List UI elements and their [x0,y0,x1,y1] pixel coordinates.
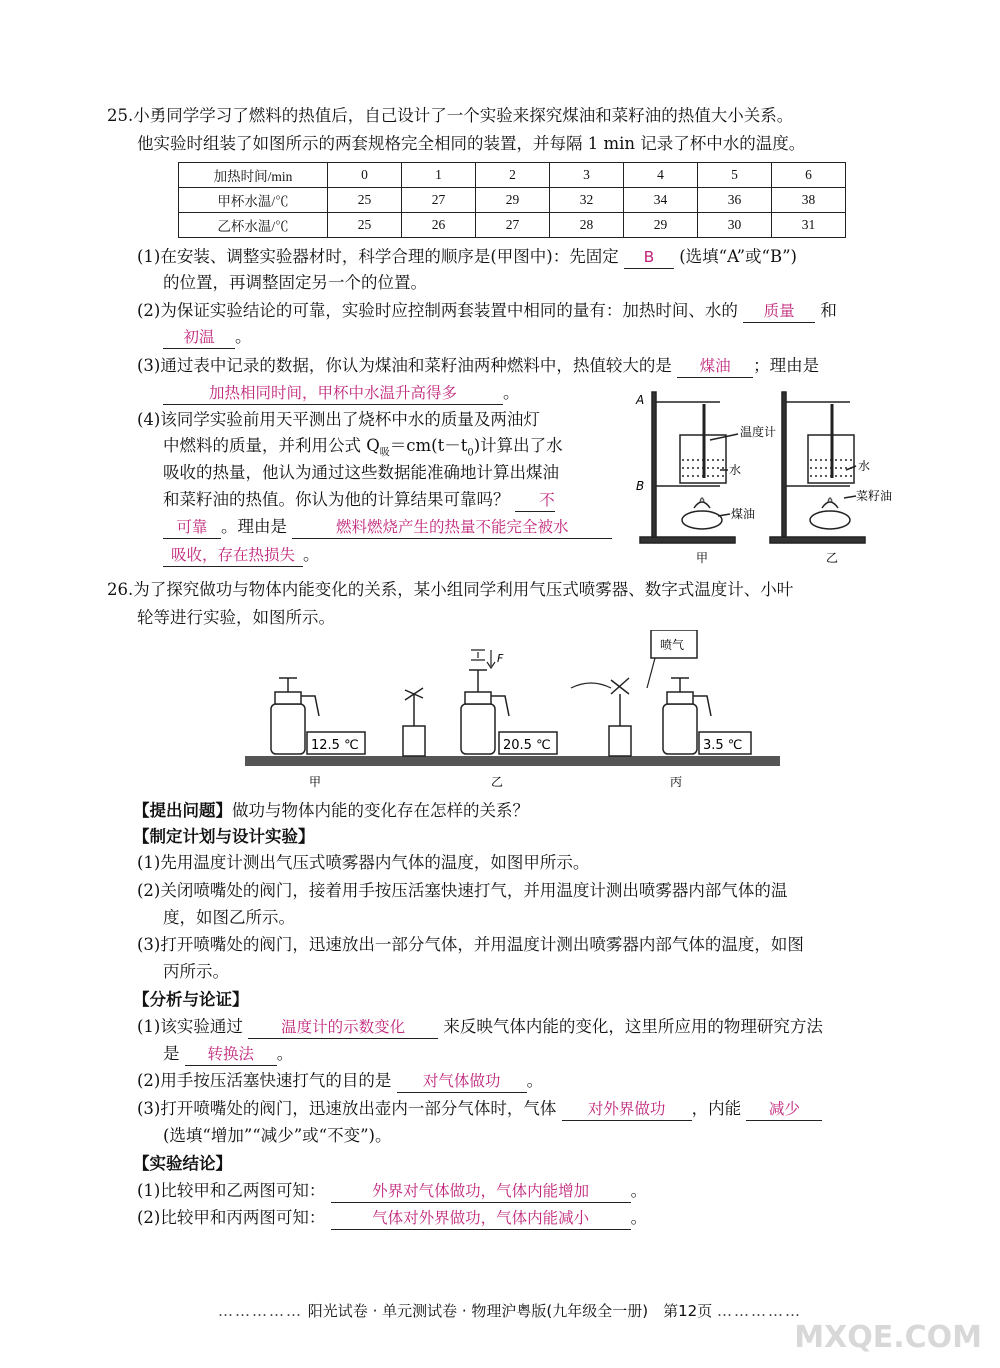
analysis-item2 [137,1068,543,1094]
analysis3-text: (3)打开喷嘴处的阀门，迅速放出壶内一部分气体时，气体 [137,1099,557,1118]
table-cell: 5 [698,163,772,188]
label-A: A [636,393,645,407]
q25-part2-end: 。 [235,327,252,346]
analysis2-answer: 对气体做功 [397,1070,527,1093]
figure-label-yi: 乙 [826,551,839,565]
q25-part3-reason-label: ；理由是 [753,356,820,375]
section-title-question: 【提出问题】 [133,801,232,820]
q25-part1-line1 [137,244,797,270]
q25-part4-end: 。 [303,545,320,564]
conclusion-item2 [137,1205,647,1231]
analysis3-answer2: 减少 [746,1098,822,1121]
q25-temperature-table [178,162,846,238]
table-cell: 26 [402,213,476,238]
analysis2-end: 。 [526,1071,544,1090]
table-cell: 乙杯水温/℃ [179,213,328,238]
q25-part4-question: 和菜籽油的热值。你认为他的计算结果可靠吗？ [163,490,510,509]
spray-label: 喷气 [660,638,685,652]
q25-part4-answer1b: 可靠 [163,516,221,539]
plan-step2-line1: (2)关闭喷嘴处的阀门，接着用手按压活塞快速打气，并用温度计测出喷雾器内部气体的温 [137,881,788,900]
conclusion2-end: 。 [630,1208,648,1227]
temp-display-jia: 12.5 ℃ [311,738,359,753]
q25-part1-answer: B [624,246,674,269]
heating-apparatus-figure [630,390,900,568]
table-header-row [179,163,846,188]
q25-part3-line2 [163,380,520,406]
figure-label-jia: 甲 [309,775,322,789]
q26-intro-line2: 轮等进行实验，如图所示。 [137,608,335,627]
conclusion-item1 [137,1178,647,1204]
analysis-item3-line1 [137,1096,822,1122]
table-cell: 加热时间/min [179,163,328,188]
q25-intro-line2: 他实验时组装了如图所示的两套规格完全相同的装置，并每隔 1 min 记录了杯中水的温度。 [137,134,806,153]
table-cell: 29 [624,213,698,238]
analysis1-end: 。 [276,1044,294,1063]
q25-part4-line5 [163,514,612,540]
table-cell: 27 [476,213,550,238]
analysis-item1-line2 [163,1041,293,1067]
q25-part4-line4 [163,487,555,513]
q25-part3-answer2: 加热相同时间，甲杯中水温升高得多 [163,382,503,405]
q25-part3-answer1: 煤油 [677,355,753,378]
q25-part4-answer2b: 吸收，存在热损失 [163,544,303,567]
q25-part2-answer1: 质量 [743,300,815,323]
page-footer: …………… 阳光试卷 · 单元测试卷 · 物理沪粤版(九年级全一册) 第12页 …………… [218,1302,802,1320]
q25-part3-end: 。 [503,383,520,402]
q25-part4-line6 [163,542,320,568]
formula-text2: ＝cm(t－t [389,436,468,455]
figure-label-yi: 乙 [491,775,504,789]
table-cell: 28 [550,213,624,238]
q26-question-section [133,798,529,824]
q25-part3-line1 [137,353,819,379]
q25-part3-text: (3)通过表中记录的数据，你认为煤油和菜籽油两种燃料中，热值较大的是 [137,356,672,375]
watermark-logo: MXQE.COM [794,1320,982,1355]
rapeseed-oil-label: 菜籽油 [856,489,893,503]
conclusion1-text: (1)比较甲和乙两图可知： [137,1181,326,1200]
table-cell: 0 [328,163,402,188]
analysis3-answer1: 对外界做功 [562,1098,692,1121]
table-cell: 3 [550,163,624,188]
q25-part4-line1: (4)该同学实验前用天平测出了烧杯中水的质量及两油灯 [137,410,540,429]
q25-part2-line2 [163,324,252,350]
table-cell: 32 [550,188,624,213]
q25-part2-and: 和 [820,301,837,320]
temp-display-yi: 20.5 ℃ [503,738,551,753]
analysis1-answer1: 温度计的示数变化 [248,1016,438,1039]
table-row [179,213,846,238]
analysis1-answer2: 转换法 [185,1043,277,1066]
footer-text: 阳光试卷 · 单元测试卷 · 物理沪粤版(九年级全一册) 第12页 [307,1302,713,1320]
table-cell: 25 [328,213,402,238]
section-title-conclusion: 【实验结论】 [133,1154,232,1173]
table-cell: 25 [328,188,402,213]
formula-text3: )计算出了水 [473,436,563,455]
table-cell: 27 [402,188,476,213]
table-cell: 34 [624,188,698,213]
q25-part1-hint: (选填“A”或“B”) [679,247,797,266]
q25-part4-answer1a: 不 [515,489,555,512]
conclusion2-answer: 气体对外界做功，气体内能减小 [331,1207,631,1230]
analysis3-text2: ，内能 [691,1099,742,1118]
formula-text: 中燃料的质量，并利用公式 Q [163,436,380,455]
plan-step1: (1)先用温度计测出气压式喷雾器内气体的温度，如图甲所示。 [137,853,590,872]
table-cell: 1 [402,163,476,188]
analysis2-text: (2)用手按压活塞快速打气的目的是 [137,1071,392,1090]
conclusion2-text: (2)比较甲和丙两图可知： [137,1208,326,1227]
table-cell: 29 [476,188,550,213]
table-cell: 4 [624,163,698,188]
table-cell: 6 [772,163,846,188]
figure-label-jia: 甲 [696,551,709,565]
question-text: 做功与物体内能的变化存在怎样的关系？ [232,801,529,820]
table-cell: 2 [476,163,550,188]
water-label-yi: 水 [858,459,871,473]
plan-step3-line2: 丙所示。 [163,962,229,981]
q25-intro-line1: 25.小勇同学学习了燃料的热值后，自己设计了一个实验来探究煤油和菜籽油的热值大小关系。 [107,106,794,125]
q25-part2-line1 [137,298,837,324]
label-B: B [636,479,645,493]
plan-step3-line1: (3)打开喷嘴处的阀门，迅速放出一部分气体，并用温度计测出喷雾器内部气体的温度，如图 [137,935,804,954]
formula-sub: 吸 [379,447,390,459]
table-cell: 38 [772,188,846,213]
q26-intro-line1: 26.为了探究做功与物体内能变化的关系，某小组同学利用气压式喷雾器、数字式温度计、小叶 [107,580,794,599]
table-cell: 36 [698,188,772,213]
analysis-item3-line2: (选填“增加”“减少”或“不变”)。 [163,1126,392,1145]
q25-part4-line3: 吸收的热量，他认为通过这些数据能准确地计算出煤油 [163,463,559,482]
q25-part2-text: (2)为保证实验结论的可靠，实验时应控制两套装置中相同的量有：加热时间、水的 [137,301,738,320]
table-cell: 甲杯水温/℃ [179,188,328,213]
analysis1-text3: 是 [163,1044,180,1063]
analysis1-text: (1)该实验通过 [137,1017,243,1036]
q25-part1-text: (1)在安装、调整实验器材时，科学合理的顺序是(甲图中)：先固定 [137,247,619,266]
table-cell: 31 [772,213,846,238]
analysis-item1-line1 [137,1014,823,1040]
q25-part2-answer2: 初温 [163,326,235,349]
water-label-jia: 水 [729,463,742,477]
sprayer-experiment-figure [245,630,785,790]
kerosene-label: 煤油 [731,507,756,521]
analysis1-text2: 来反映气体内能的变化，这里所应用的物理研究方法 [443,1017,823,1036]
plan-step2-line2: 度，如图乙所示。 [163,908,295,927]
temp-display-bing: 3.5 ℃ [703,738,743,753]
thermometer-label: 温度计 [740,425,777,439]
conclusion1-answer: 外界对气体做功，气体内能增加 [331,1180,631,1203]
formula-sub2: 0 [467,447,474,459]
section-title-plan: 【制定计划与设计实验】 [133,827,315,846]
section-title-analysis: 【分析与论证】 [133,990,249,1009]
q25-part1-line2: 的位置，再调整固定另一个的位置。 [163,273,427,292]
table-row [179,188,846,213]
force-label: F [497,652,504,665]
q25-part4-reason-label: 。理由是 [221,517,287,536]
table-cell: 30 [698,213,772,238]
q25-part4-answer2a: 燃料燃烧产生的热量不能完全被水 [292,516,612,539]
figure-label-bing: 丙 [670,775,683,789]
conclusion1-end: 。 [630,1181,648,1200]
